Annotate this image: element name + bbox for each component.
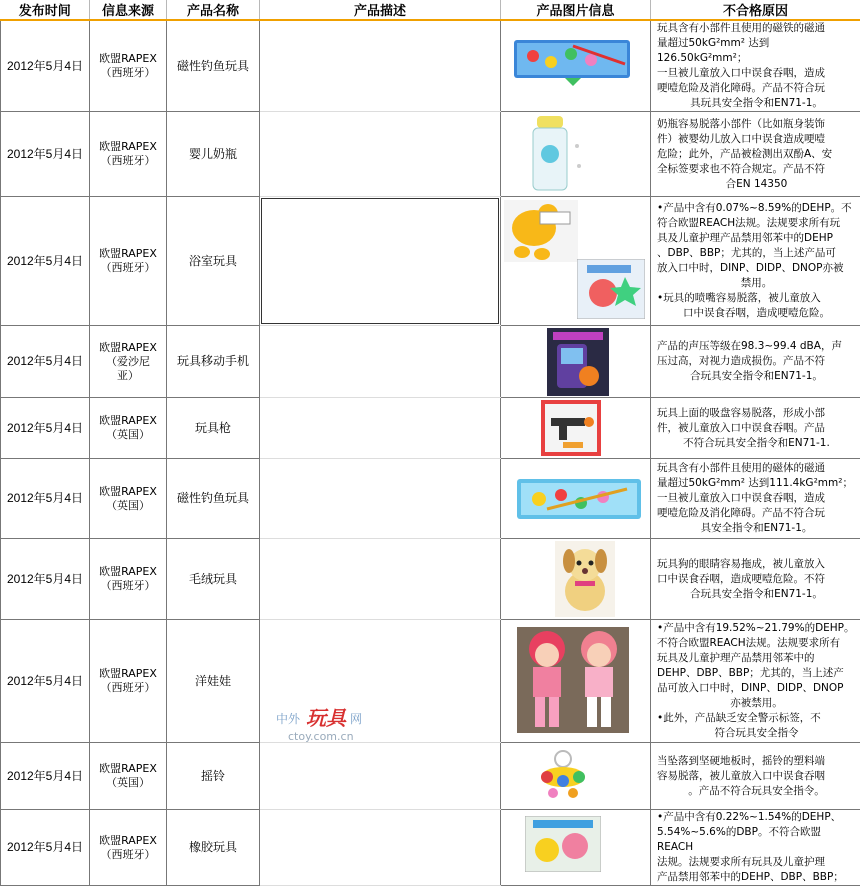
source-cell bbox=[90, 459, 167, 539]
table-row bbox=[1, 620, 860, 743]
product-name-cell: 摇铃 bbox=[167, 743, 260, 810]
image-cell bbox=[501, 197, 651, 326]
table-row bbox=[1, 743, 860, 810]
source-org: 欧盟RAPEX bbox=[99, 762, 157, 775]
source-cell bbox=[90, 810, 167, 886]
reason-line: 口中误食吞咽，造成哽噎危险。不符 bbox=[657, 573, 825, 585]
reason-line: 5.54%~5.6%的DBP。不符合欧盟REACH bbox=[657, 826, 821, 853]
header-source: 信息来源 bbox=[90, 0, 167, 20]
reason-cell bbox=[651, 810, 860, 886]
table-row bbox=[1, 459, 860, 539]
reason-line: 件）被婴幼儿放入口中误食造成哽噎 bbox=[657, 133, 825, 145]
magnetic-fishing-toy-image bbox=[517, 479, 641, 519]
magnetic-fishing-toy-image bbox=[513, 34, 631, 92]
reason-line: 亦被禁用。 bbox=[657, 696, 856, 711]
reason-cell bbox=[651, 197, 860, 326]
reason-line: 禁用。 bbox=[657, 276, 856, 291]
description-cell bbox=[260, 810, 501, 886]
description-cell bbox=[260, 743, 501, 810]
date-cell: 2012年5月4日 bbox=[1, 112, 90, 197]
table-row bbox=[1, 539, 860, 620]
table-row bbox=[1, 112, 860, 197]
reason-cell bbox=[651, 743, 860, 810]
reason-line: 件，被儿童放入口中误食吞咽。产品 bbox=[657, 422, 825, 434]
reason-line: 口中误食吞咽，造成哽噎危险。 bbox=[657, 306, 856, 321]
selected-cell-outline bbox=[261, 198, 499, 324]
reason-line: 量超过50kG²mm² 达到111.4kG²mm²； bbox=[657, 477, 853, 489]
reason-line: 产品的声压等级在98.3~99.4 dBA，声 bbox=[657, 340, 842, 352]
table-row bbox=[1, 326, 860, 398]
source-cell bbox=[90, 620, 167, 743]
source-org: 欧盟RAPEX bbox=[99, 565, 157, 578]
source-country: （西班牙） bbox=[101, 154, 156, 167]
reason-line: •产品中含有0.22%~1.54%的DEHP、 bbox=[657, 811, 841, 823]
reason-line: 一旦被儿童放入口中误食吞咽，造成 bbox=[657, 67, 825, 79]
product-name-cell: 婴儿奶瓶 bbox=[167, 112, 260, 197]
reason-line: 全标签要求也不符合规定。产品不符 bbox=[657, 163, 825, 175]
dolls-image bbox=[517, 627, 629, 733]
baby-bottle-image bbox=[529, 116, 585, 192]
image-cell bbox=[501, 539, 651, 620]
watermark-brand-text: 玩具 bbox=[306, 702, 346, 731]
rubber-toy-image bbox=[525, 816, 601, 872]
reason-cell bbox=[651, 112, 860, 197]
date-cell: 2012年5月4日 bbox=[1, 539, 90, 620]
table-row bbox=[1, 810, 860, 886]
reason-line: 奶瓶容易脱落小部件（比如瓶身装饰 bbox=[657, 118, 825, 130]
reason-line: 、DBP、BBP；尤其的，当上述产品可 bbox=[657, 247, 836, 259]
bath-duck-image bbox=[504, 200, 578, 262]
source-org: 欧盟RAPEX bbox=[99, 52, 157, 65]
date-cell: 2012年5月4日 bbox=[1, 20, 90, 112]
site-watermark bbox=[270, 710, 400, 746]
table-row bbox=[1, 398, 860, 459]
header-description: 产品描述 bbox=[260, 0, 501, 20]
source-org: 欧盟RAPEX bbox=[99, 414, 157, 427]
date-cell: 2012年5月4日 bbox=[1, 326, 90, 398]
header-reason: 不合格原因 bbox=[651, 0, 860, 20]
reason-cell bbox=[651, 20, 860, 112]
reason-cell bbox=[651, 539, 860, 620]
source-org: 欧盟RAPEX bbox=[99, 667, 157, 680]
product-name-cell: 洋娃娃 bbox=[167, 620, 260, 743]
source-cell bbox=[90, 398, 167, 459]
reason-line: 一旦被儿童放入口中误食吞咽，造成 bbox=[657, 492, 825, 504]
source-cell bbox=[90, 539, 167, 620]
reason-line: 危险；此外，产品被检测出双酚A、安 bbox=[657, 148, 832, 160]
source-country: （英国） bbox=[106, 428, 150, 441]
source-org: 欧盟RAPEX bbox=[99, 341, 157, 354]
source-country-cont: 亚） bbox=[117, 369, 139, 382]
description-cell bbox=[260, 197, 501, 326]
reason-line: •产品中含有19.52%~21.79%的DEHP。 bbox=[657, 622, 855, 634]
header-image: 产品图片信息 bbox=[501, 0, 651, 20]
reason-line: DEHP、DBP、BBP；尤其的，当上述产 bbox=[657, 667, 844, 679]
product-name-cell: 浴室玩具 bbox=[167, 197, 260, 326]
source-cell bbox=[90, 743, 167, 810]
date-cell: 2012年5月4日 bbox=[1, 459, 90, 539]
reason-line: 玩具及儿童护理产品禁用邻苯中的 bbox=[657, 652, 815, 664]
image-cell bbox=[501, 112, 651, 197]
source-country: （西班牙） bbox=[101, 66, 156, 79]
image-cell bbox=[501, 620, 651, 743]
source-org: 欧盟RAPEX bbox=[99, 140, 157, 153]
source-org: 欧盟RAPEX bbox=[99, 247, 157, 260]
reason-line: 放入口中时，DINP、DIDP、DNOP亦被 bbox=[657, 262, 844, 274]
reason-line: •此外，产品缺乏安全警示标签，不 bbox=[657, 712, 821, 724]
reason-cell bbox=[651, 459, 860, 539]
reason-line: 压过高，对视力造成损伤。产品不符 bbox=[657, 355, 825, 367]
reason-line: 玩具狗的眼睛容易拖成，被儿童放入 bbox=[657, 558, 825, 570]
date-cell: 2012年5月4日 bbox=[1, 810, 90, 886]
date-cell: 2012年5月4日 bbox=[1, 197, 90, 326]
source-country: （西班牙） bbox=[101, 261, 156, 274]
reason-line: 。产品不符合玩具安全指令。 bbox=[657, 784, 856, 799]
reason-cell bbox=[651, 326, 860, 398]
reason-line: 具安全指令和EN71-1。 bbox=[657, 521, 856, 536]
reason-line: 具及儿童护理产品禁用邻苯中的DEHP bbox=[657, 232, 833, 244]
source-org: 欧盟RAPEX bbox=[99, 834, 157, 847]
source-country: （西班牙） bbox=[101, 579, 156, 592]
source-cell bbox=[90, 112, 167, 197]
source-org: 欧盟RAPEX bbox=[99, 485, 157, 498]
reason-line: 玩具含有小部件且使用的磁铁的磁通 bbox=[657, 22, 825, 34]
reason-line: 玩具上面的吸盘容易脱落，形成小部 bbox=[657, 407, 825, 419]
product-name-cell: 毛绒玩具 bbox=[167, 539, 260, 620]
reason-cell bbox=[651, 398, 860, 459]
table-row bbox=[1, 197, 860, 326]
reason-line: 符合玩具安全指令 bbox=[657, 726, 856, 741]
reason-line: 产品禁用邻苯中的DEHP、DBP、BBP； bbox=[657, 871, 844, 883]
watermark-url: ctoy.com.cn bbox=[288, 730, 354, 743]
source-cell bbox=[90, 197, 167, 326]
toy-phone-image bbox=[545, 328, 611, 396]
header-row bbox=[1, 0, 860, 20]
date-cell: 2012年5月4日 bbox=[1, 398, 90, 459]
rattle-image bbox=[535, 747, 593, 803]
source-cell bbox=[90, 326, 167, 398]
reason-line: •产品中含有0.07%~8.59%的DEHP。不 bbox=[657, 202, 852, 214]
reason-line: 品可放入口中时，DINP、DIDP、DNOP bbox=[657, 682, 844, 694]
reason-line: 当坠落到坚硬地板时，摇铃的塑料端 bbox=[657, 755, 825, 767]
product-name-cell: 玩具移动手机 bbox=[167, 326, 260, 398]
image-cell bbox=[501, 326, 651, 398]
image-cell bbox=[501, 398, 651, 459]
toy-gun-image bbox=[541, 400, 601, 456]
product-name-cell: 橡胶玩具 bbox=[167, 810, 260, 886]
reason-line: 符合欧盟REACH法规。法规要求所有玩 bbox=[657, 217, 840, 229]
source-country: （爱沙尼 bbox=[106, 355, 150, 368]
description-cell bbox=[260, 539, 501, 620]
description-cell bbox=[260, 112, 501, 197]
date-cell: 2012年5月4日 bbox=[1, 743, 90, 810]
product-name-cell: 磁性钓鱼玩具 bbox=[167, 20, 260, 112]
reason-line: 不符合欧盟REACH法规。法规要求所有 bbox=[657, 637, 840, 649]
image-cell bbox=[501, 459, 651, 539]
plush-dog-image bbox=[555, 541, 615, 617]
reason-line: 量超过50kG²mm² 达到126.50kG²mm²； bbox=[657, 37, 769, 64]
reason-line: 法规。法规要求所有玩具及儿童护理 bbox=[657, 856, 825, 868]
reason-line: •玩具的喷嘴容易脱落，被儿童放入 bbox=[657, 292, 821, 304]
description-cell bbox=[260, 459, 501, 539]
source-cell bbox=[90, 20, 167, 112]
image-cell bbox=[501, 743, 651, 810]
product-name-cell: 磁性钓鱼玩具 bbox=[167, 459, 260, 539]
header-product-name: 产品名称 bbox=[167, 0, 260, 20]
source-country: （西班牙） bbox=[101, 681, 156, 694]
reason-line: 合玩具安全指令和EN71-1。 bbox=[657, 587, 856, 602]
watermark-right-text: 网 bbox=[350, 710, 362, 727]
source-country: （英国） bbox=[106, 776, 150, 789]
description-cell bbox=[260, 326, 501, 398]
description-cell bbox=[260, 20, 501, 112]
reason-line: 容易脱落，被儿童放入口中误食吞咽 bbox=[657, 770, 825, 782]
reason-line: 不符合玩具安全指令和EN71-1. bbox=[657, 436, 856, 451]
reason-line: 哽噎危险及消化障碍。产品不符合玩 bbox=[657, 82, 825, 94]
image-cell bbox=[501, 20, 651, 112]
reason-line: 合玩具安全指令和EN71-1。 bbox=[657, 369, 856, 384]
header-date: 发布时间 bbox=[1, 0, 90, 20]
source-country: （英国） bbox=[106, 499, 150, 512]
date-cell: 2012年5月4日 bbox=[1, 620, 90, 743]
reason-line: 具玩具安全指令和EN71-1。 bbox=[657, 96, 856, 111]
reason-line: 哽噎危险及消化障碍。产品不符合玩 bbox=[657, 507, 825, 519]
watermark-left-text: 中外 bbox=[276, 710, 300, 727]
bath-toy-image bbox=[577, 259, 645, 319]
description-cell bbox=[260, 398, 501, 459]
table-row bbox=[1, 20, 860, 112]
reason-cell bbox=[651, 620, 860, 743]
source-country: （西班牙） bbox=[101, 848, 156, 861]
reason-line: 合EN 14350 bbox=[657, 177, 856, 192]
reason-line: 玩具含有小部件且使用的磁体的磁通 bbox=[657, 462, 825, 474]
product-name-cell: 玩具枪 bbox=[167, 398, 260, 459]
image-cell bbox=[501, 810, 651, 886]
